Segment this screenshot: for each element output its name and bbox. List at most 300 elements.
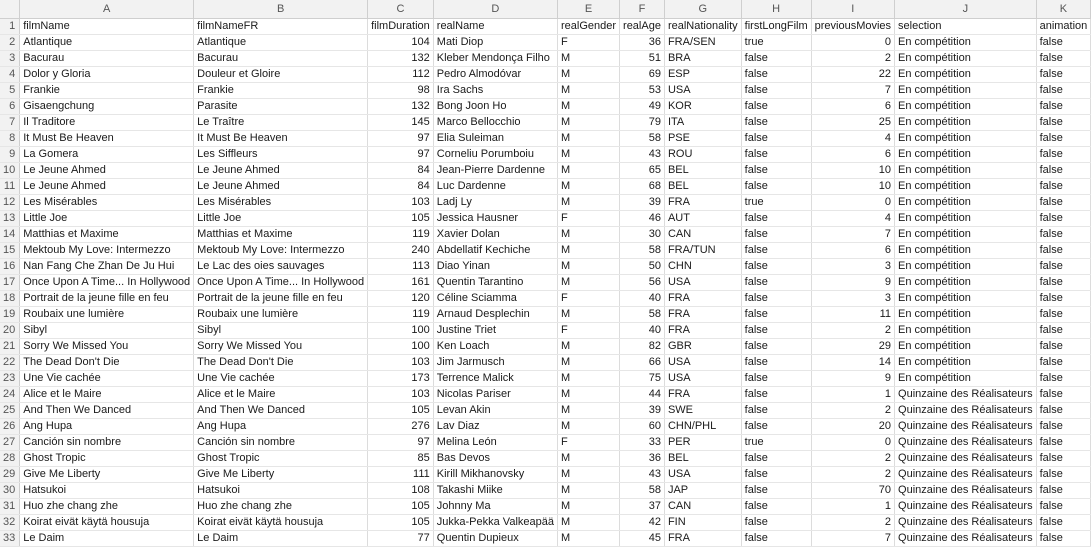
cell-b2[interactable]: Atlantique [194, 35, 368, 51]
cell-i18[interactable]: 3 [811, 291, 894, 307]
cell-f7[interactable]: 79 [620, 115, 665, 131]
cell-b7[interactable]: Le Traître [194, 115, 368, 131]
cell-f30[interactable]: 58 [620, 483, 665, 499]
cell-k7[interactable]: false [1036, 115, 1091, 131]
column-header-a[interactable]: A [20, 0, 194, 19]
cell-b11[interactable]: Le Jeune Ahmed [194, 179, 368, 195]
cell-k11[interactable]: false [1036, 179, 1091, 195]
cell-d28[interactable]: Bas Devos [433, 451, 557, 467]
cell-g30[interactable]: JAP [664, 483, 741, 499]
cell-k19[interactable]: false [1036, 307, 1091, 323]
column-header-k[interactable]: K [1036, 0, 1091, 19]
cell-c20[interactable]: 100 [368, 323, 434, 339]
cell-j27[interactable]: Quinzaine des Réalisateurs [895, 435, 1037, 451]
cell-k33[interactable]: false [1036, 531, 1091, 547]
cell-i14[interactable]: 7 [811, 227, 894, 243]
cell-g25[interactable]: SWE [664, 403, 741, 419]
column-header-g[interactable]: G [664, 0, 741, 19]
cell-k25[interactable]: false [1036, 403, 1091, 419]
cell-h20[interactable]: false [741, 323, 811, 339]
cell-j14[interactable]: En compétition [895, 227, 1037, 243]
cell-a31[interactable]: Huo zhe chang zhe [20, 499, 194, 515]
cell-b6[interactable]: Parasite [194, 99, 368, 115]
cell-j1[interactable]: selection [895, 19, 1037, 35]
cell-e14[interactable]: M [557, 227, 619, 243]
cell-d19[interactable]: Arnaud Desplechin [433, 307, 557, 323]
cell-b16[interactable]: Le Lac des oies sauvages [194, 259, 368, 275]
cell-j18[interactable]: En compétition [895, 291, 1037, 307]
cell-f28[interactable]: 36 [620, 451, 665, 467]
row-number[interactable]: 6 [0, 99, 20, 115]
cell-b20[interactable]: Sibyl [194, 323, 368, 339]
row-number[interactable]: 26 [0, 419, 20, 435]
cell-j30[interactable]: Quinzaine des Réalisateurs [895, 483, 1037, 499]
cell-g23[interactable]: USA [664, 371, 741, 387]
cell-b14[interactable]: Matthias et Maxime [194, 227, 368, 243]
cell-c30[interactable]: 108 [368, 483, 434, 499]
cell-h18[interactable]: false [741, 291, 811, 307]
cell-k28[interactable]: false [1036, 451, 1091, 467]
cell-e29[interactable]: M [557, 467, 619, 483]
cell-j8[interactable]: En compétition [895, 131, 1037, 147]
cell-e31[interactable]: M [557, 499, 619, 515]
cell-d24[interactable]: Nicolas Pariser [433, 387, 557, 403]
cell-g19[interactable]: FRA [664, 307, 741, 323]
cell-a28[interactable]: Ghost Tropic [20, 451, 194, 467]
row-number[interactable]: 20 [0, 323, 20, 339]
cell-f14[interactable]: 30 [620, 227, 665, 243]
column-header-h[interactable]: H [741, 0, 811, 19]
cell-e26[interactable]: M [557, 419, 619, 435]
cell-c33[interactable]: 77 [368, 531, 434, 547]
cell-i25[interactable]: 2 [811, 403, 894, 419]
cell-e6[interactable]: M [557, 99, 619, 115]
cell-g4[interactable]: ESP [664, 67, 741, 83]
cell-h26[interactable]: false [741, 419, 811, 435]
cell-d1[interactable]: realName [433, 19, 557, 35]
cell-j17[interactable]: En compétition [895, 275, 1037, 291]
cell-c25[interactable]: 105 [368, 403, 434, 419]
cell-g20[interactable]: FRA [664, 323, 741, 339]
cell-i9[interactable]: 6 [811, 147, 894, 163]
cell-b1[interactable]: filmNameFR [194, 19, 368, 35]
cell-a6[interactable]: Gisaengchung [20, 99, 194, 115]
cell-a20[interactable]: Sibyl [20, 323, 194, 339]
cell-a7[interactable]: Il Traditore [20, 115, 194, 131]
cell-h22[interactable]: false [741, 355, 811, 371]
column-header-f[interactable]: F [620, 0, 665, 19]
cell-k32[interactable]: false [1036, 515, 1091, 531]
cell-j15[interactable]: En compétition [895, 243, 1037, 259]
cell-h19[interactable]: false [741, 307, 811, 323]
cell-j2[interactable]: En compétition [895, 35, 1037, 51]
cell-k21[interactable]: false [1036, 339, 1091, 355]
row-number[interactable]: 27 [0, 435, 20, 451]
cell-c32[interactable]: 105 [368, 515, 434, 531]
cell-k20[interactable]: false [1036, 323, 1091, 339]
row-number[interactable]: 18 [0, 291, 20, 307]
cell-e32[interactable]: M [557, 515, 619, 531]
cell-b30[interactable]: Hatsukoi [194, 483, 368, 499]
column-header-e[interactable]: E [557, 0, 619, 19]
cell-k15[interactable]: false [1036, 243, 1091, 259]
cell-a8[interactable]: It Must Be Heaven [20, 131, 194, 147]
cell-d14[interactable]: Xavier Dolan [433, 227, 557, 243]
cell-e13[interactable]: F [557, 211, 619, 227]
cell-f29[interactable]: 43 [620, 467, 665, 483]
cell-j21[interactable]: En compétition [895, 339, 1037, 355]
cell-i5[interactable]: 7 [811, 83, 894, 99]
cell-g12[interactable]: FRA [664, 195, 741, 211]
cell-e19[interactable]: M [557, 307, 619, 323]
cell-e9[interactable]: M [557, 147, 619, 163]
cell-c19[interactable]: 119 [368, 307, 434, 323]
cell-a11[interactable]: Le Jeune Ahmed [20, 179, 194, 195]
cell-a5[interactable]: Frankie [20, 83, 194, 99]
row-number[interactable]: 13 [0, 211, 20, 227]
cell-h4[interactable]: false [741, 67, 811, 83]
cell-k18[interactable]: false [1036, 291, 1091, 307]
cell-c8[interactable]: 97 [368, 131, 434, 147]
cell-d12[interactable]: Ladj Ly [433, 195, 557, 211]
cell-f24[interactable]: 44 [620, 387, 665, 403]
cell-b10[interactable]: Le Jeune Ahmed [194, 163, 368, 179]
cell-b22[interactable]: The Dead Don't Die [194, 355, 368, 371]
cell-e18[interactable]: F [557, 291, 619, 307]
cell-g18[interactable]: FRA [664, 291, 741, 307]
cell-c26[interactable]: 276 [368, 419, 434, 435]
cell-e8[interactable]: M [557, 131, 619, 147]
row-number[interactable]: 23 [0, 371, 20, 387]
cell-e20[interactable]: F [557, 323, 619, 339]
cell-h7[interactable]: false [741, 115, 811, 131]
cell-c2[interactable]: 104 [368, 35, 434, 51]
cell-d4[interactable]: Pedro Almodóvar [433, 67, 557, 83]
cell-d5[interactable]: Ira Sachs [433, 83, 557, 99]
cell-b27[interactable]: Canción sin nombre [194, 435, 368, 451]
cell-h17[interactable]: false [741, 275, 811, 291]
row-number[interactable]: 21 [0, 339, 20, 355]
cell-h10[interactable]: false [741, 163, 811, 179]
cell-b25[interactable]: And Then We Danced [194, 403, 368, 419]
cell-b23[interactable]: Une Vie cachée [194, 371, 368, 387]
cell-d6[interactable]: Bong Joon Ho [433, 99, 557, 115]
cell-f12[interactable]: 39 [620, 195, 665, 211]
cell-c21[interactable]: 100 [368, 339, 434, 355]
cell-f25[interactable]: 39 [620, 403, 665, 419]
cell-a18[interactable]: Portrait de la jeune fille en feu [20, 291, 194, 307]
cell-g3[interactable]: BRA [664, 51, 741, 67]
cell-h30[interactable]: false [741, 483, 811, 499]
cell-i10[interactable]: 10 [811, 163, 894, 179]
cell-d20[interactable]: Justine Triet [433, 323, 557, 339]
cell-e2[interactable]: F [557, 35, 619, 51]
cell-a17[interactable]: Once Upon A Time... In Hollywood [20, 275, 194, 291]
cell-i32[interactable]: 2 [811, 515, 894, 531]
cell-g11[interactable]: BEL [664, 179, 741, 195]
cell-i23[interactable]: 9 [811, 371, 894, 387]
cell-e1[interactable]: realGender [557, 19, 619, 35]
cell-j5[interactable]: En compétition [895, 83, 1037, 99]
cell-d26[interactable]: Lav Diaz [433, 419, 557, 435]
cell-c1[interactable]: filmDuration [368, 19, 434, 35]
cell-c5[interactable]: 98 [368, 83, 434, 99]
cell-f1[interactable]: realAge [620, 19, 665, 35]
cell-i29[interactable]: 2 [811, 467, 894, 483]
cell-b26[interactable]: Ang Hupa [194, 419, 368, 435]
cell-k17[interactable]: false [1036, 275, 1091, 291]
cell-j11[interactable]: En compétition [895, 179, 1037, 195]
cell-h15[interactable]: false [741, 243, 811, 259]
cell-i17[interactable]: 9 [811, 275, 894, 291]
cell-h9[interactable]: false [741, 147, 811, 163]
cell-e24[interactable]: M [557, 387, 619, 403]
cell-d32[interactable]: Jukka-Pekka Valkeapää [433, 515, 557, 531]
cell-g5[interactable]: USA [664, 83, 741, 99]
cell-h32[interactable]: false [741, 515, 811, 531]
cell-k24[interactable]: false [1036, 387, 1091, 403]
cell-e28[interactable]: M [557, 451, 619, 467]
column-header-c[interactable]: C [368, 0, 434, 19]
row-number[interactable]: 8 [0, 131, 20, 147]
cell-e17[interactable]: M [557, 275, 619, 291]
cell-i21[interactable]: 29 [811, 339, 894, 355]
cell-f13[interactable]: 46 [620, 211, 665, 227]
cell-c24[interactable]: 103 [368, 387, 434, 403]
cell-b9[interactable]: Les Siffleurs [194, 147, 368, 163]
cell-a1[interactable]: filmName [20, 19, 194, 35]
cell-j26[interactable]: Quinzaine des Réalisateurs [895, 419, 1037, 435]
cell-h8[interactable]: false [741, 131, 811, 147]
cell-j20[interactable]: En compétition [895, 323, 1037, 339]
cell-j31[interactable]: Quinzaine des Réalisateurs [895, 499, 1037, 515]
cell-k9[interactable]: false [1036, 147, 1091, 163]
cell-c15[interactable]: 240 [368, 243, 434, 259]
cell-f6[interactable]: 49 [620, 99, 665, 115]
row-number[interactable]: 2 [0, 35, 20, 51]
cell-d13[interactable]: Jessica Hausner [433, 211, 557, 227]
cell-a33[interactable]: Le Daim [20, 531, 194, 547]
cell-c16[interactable]: 113 [368, 259, 434, 275]
cell-e12[interactable]: M [557, 195, 619, 211]
cell-f10[interactable]: 65 [620, 163, 665, 179]
cell-j22[interactable]: En compétition [895, 355, 1037, 371]
cell-h13[interactable]: false [741, 211, 811, 227]
cell-g6[interactable]: KOR [664, 99, 741, 115]
cell-h14[interactable]: false [741, 227, 811, 243]
cell-c6[interactable]: 132 [368, 99, 434, 115]
cell-k14[interactable]: false [1036, 227, 1091, 243]
cell-d22[interactable]: Jim Jarmusch [433, 355, 557, 371]
cell-g13[interactable]: AUT [664, 211, 741, 227]
cell-f22[interactable]: 66 [620, 355, 665, 371]
cell-c14[interactable]: 119 [368, 227, 434, 243]
cell-c27[interactable]: 97 [368, 435, 434, 451]
cell-i19[interactable]: 11 [811, 307, 894, 323]
row-number[interactable]: 29 [0, 467, 20, 483]
row-number[interactable]: 5 [0, 83, 20, 99]
cell-d21[interactable]: Ken Loach [433, 339, 557, 355]
row-number[interactable]: 24 [0, 387, 20, 403]
cell-k4[interactable]: false [1036, 67, 1091, 83]
cell-a23[interactable]: Une Vie cachée [20, 371, 194, 387]
cell-k22[interactable]: false [1036, 355, 1091, 371]
cell-j12[interactable]: En compétition [895, 195, 1037, 211]
cell-d2[interactable]: Mati Diop [433, 35, 557, 51]
cell-h1[interactable]: firstLongFilm [741, 19, 811, 35]
cell-h24[interactable]: false [741, 387, 811, 403]
row-number[interactable]: 31 [0, 499, 20, 515]
cell-i27[interactable]: 0 [811, 435, 894, 451]
cell-d8[interactable]: Elia Suleiman [433, 131, 557, 147]
cell-f27[interactable]: 33 [620, 435, 665, 451]
cell-h29[interactable]: false [741, 467, 811, 483]
cell-g10[interactable]: BEL [664, 163, 741, 179]
cell-b19[interactable]: Roubaix une lumière [194, 307, 368, 323]
row-number[interactable]: 4 [0, 67, 20, 83]
cell-h28[interactable]: false [741, 451, 811, 467]
row-number[interactable]: 25 [0, 403, 20, 419]
cell-d9[interactable]: Corneliu Porumboiu [433, 147, 557, 163]
cell-i26[interactable]: 20 [811, 419, 894, 435]
cell-f21[interactable]: 82 [620, 339, 665, 355]
cell-d33[interactable]: Quentin Dupieux [433, 531, 557, 547]
cell-j10[interactable]: En compétition [895, 163, 1037, 179]
cell-b24[interactable]: Alice et le Maire [194, 387, 368, 403]
cell-g14[interactable]: CAN [664, 227, 741, 243]
cell-a24[interactable]: Alice et le Maire [20, 387, 194, 403]
cell-b17[interactable]: Once Upon A Time... In Hollywood [194, 275, 368, 291]
cell-d15[interactable]: Abdellatif Kechiche [433, 243, 557, 259]
cell-d23[interactable]: Terrence Malick [433, 371, 557, 387]
cell-e30[interactable]: M [557, 483, 619, 499]
cell-g15[interactable]: FRA/TUN [664, 243, 741, 259]
cell-g9[interactable]: ROU [664, 147, 741, 163]
cell-i1[interactable]: previousMovies [811, 19, 894, 35]
cell-j25[interactable]: Quinzaine des Réalisateurs [895, 403, 1037, 419]
cell-f5[interactable]: 53 [620, 83, 665, 99]
row-number[interactable]: 17 [0, 275, 20, 291]
cell-e7[interactable]: M [557, 115, 619, 131]
cell-g26[interactable]: CHN/PHL [664, 419, 741, 435]
select-all-corner[interactable] [0, 0, 20, 19]
cell-d18[interactable]: Céline Sciamma [433, 291, 557, 307]
cell-e22[interactable]: M [557, 355, 619, 371]
cell-i3[interactable]: 2 [811, 51, 894, 67]
cell-h25[interactable]: false [741, 403, 811, 419]
cell-f3[interactable]: 51 [620, 51, 665, 67]
cell-j6[interactable]: En compétition [895, 99, 1037, 115]
cell-e33[interactable]: M [557, 531, 619, 547]
cell-f33[interactable]: 45 [620, 531, 665, 547]
cell-b4[interactable]: Douleur et Gloire [194, 67, 368, 83]
cell-b33[interactable]: Le Daim [194, 531, 368, 547]
cell-c3[interactable]: 132 [368, 51, 434, 67]
cell-d16[interactable]: Diao Yinan [433, 259, 557, 275]
cell-e25[interactable]: M [557, 403, 619, 419]
cell-d10[interactable]: Jean-Pierre Dardenne [433, 163, 557, 179]
cell-f8[interactable]: 58 [620, 131, 665, 147]
cell-f9[interactable]: 43 [620, 147, 665, 163]
cell-a16[interactable]: Nan Fang Che Zhan De Ju Hui [20, 259, 194, 275]
row-number[interactable]: 15 [0, 243, 20, 259]
cell-j28[interactable]: Quinzaine des Réalisateurs [895, 451, 1037, 467]
cell-k31[interactable]: false [1036, 499, 1091, 515]
cell-b13[interactable]: Little Joe [194, 211, 368, 227]
cell-a14[interactable]: Matthias et Maxime [20, 227, 194, 243]
cell-f31[interactable]: 37 [620, 499, 665, 515]
row-number[interactable]: 32 [0, 515, 20, 531]
cell-a22[interactable]: The Dead Don't Die [20, 355, 194, 371]
cell-g16[interactable]: CHN [664, 259, 741, 275]
cell-c12[interactable]: 103 [368, 195, 434, 211]
cell-c10[interactable]: 84 [368, 163, 434, 179]
cell-k3[interactable]: false [1036, 51, 1091, 67]
cell-f26[interactable]: 60 [620, 419, 665, 435]
cell-j16[interactable]: En compétition [895, 259, 1037, 275]
row-number[interactable]: 14 [0, 227, 20, 243]
cell-i24[interactable]: 1 [811, 387, 894, 403]
row-number[interactable]: 33 [0, 531, 20, 547]
cell-k29[interactable]: false [1036, 467, 1091, 483]
cell-k23[interactable]: false [1036, 371, 1091, 387]
cell-i11[interactable]: 10 [811, 179, 894, 195]
cell-h23[interactable]: false [741, 371, 811, 387]
cell-g24[interactable]: FRA [664, 387, 741, 403]
row-number[interactable]: 10 [0, 163, 20, 179]
column-header-b[interactable]: B [194, 0, 368, 19]
cell-h11[interactable]: false [741, 179, 811, 195]
cell-i31[interactable]: 1 [811, 499, 894, 515]
cell-f2[interactable]: 36 [620, 35, 665, 51]
cell-d31[interactable]: Johnny Ma [433, 499, 557, 515]
cell-j4[interactable]: En compétition [895, 67, 1037, 83]
cell-a4[interactable]: Dolor y Gloria [20, 67, 194, 83]
cell-i12[interactable]: 0 [811, 195, 894, 211]
cell-h31[interactable]: false [741, 499, 811, 515]
cell-a26[interactable]: Ang Hupa [20, 419, 194, 435]
cell-g33[interactable]: FRA [664, 531, 741, 547]
cell-i13[interactable]: 4 [811, 211, 894, 227]
row-number[interactable]: 1 [0, 19, 20, 35]
cell-j7[interactable]: En compétition [895, 115, 1037, 131]
row-number[interactable]: 3 [0, 51, 20, 67]
cell-b15[interactable]: Mektoub My Love: Intermezzo [194, 243, 368, 259]
cell-g27[interactable]: PER [664, 435, 741, 451]
cell-d30[interactable]: Takashi Miike [433, 483, 557, 499]
cell-b32[interactable]: Koirat eivät käytä housuja [194, 515, 368, 531]
cell-b5[interactable]: Frankie [194, 83, 368, 99]
row-number[interactable]: 19 [0, 307, 20, 323]
cell-k10[interactable]: false [1036, 163, 1091, 179]
cell-c4[interactable]: 112 [368, 67, 434, 83]
cell-e16[interactable]: M [557, 259, 619, 275]
cell-k12[interactable]: false [1036, 195, 1091, 211]
cell-b21[interactable]: Sorry We Missed You [194, 339, 368, 355]
cell-e5[interactable]: M [557, 83, 619, 99]
cell-g2[interactable]: FRA/SEN [664, 35, 741, 51]
cell-a2[interactable]: Atlantique [20, 35, 194, 51]
cell-e11[interactable]: M [557, 179, 619, 195]
cell-k6[interactable]: false [1036, 99, 1091, 115]
cell-i30[interactable]: 70 [811, 483, 894, 499]
column-header-d[interactable]: D [433, 0, 557, 19]
column-header-i[interactable]: I [811, 0, 894, 19]
cell-g17[interactable]: USA [664, 275, 741, 291]
cell-g32[interactable]: FIN [664, 515, 741, 531]
cell-c28[interactable]: 85 [368, 451, 434, 467]
cell-j32[interactable]: Quinzaine des Réalisateurs [895, 515, 1037, 531]
